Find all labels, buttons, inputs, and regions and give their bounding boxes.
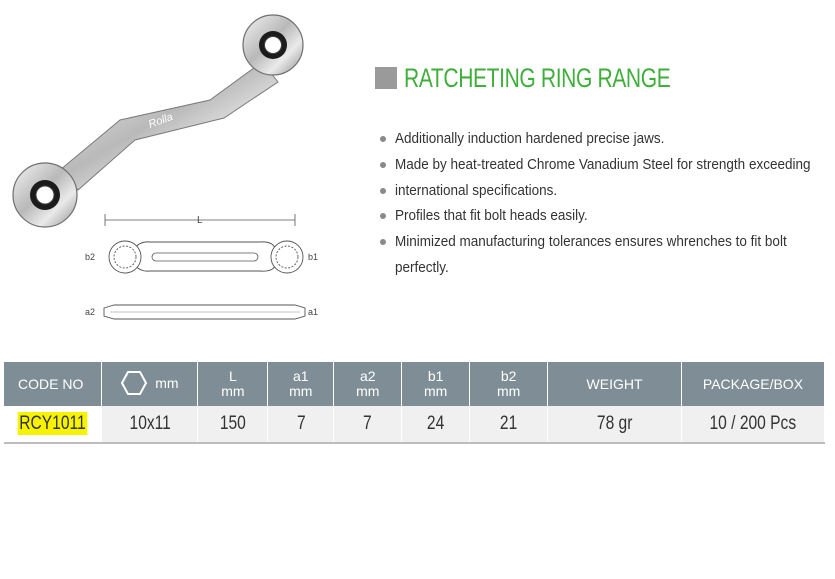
header-a2: a2 mm: [334, 362, 402, 406]
a2-label: a2: [85, 307, 96, 317]
bullet-icon: [380, 136, 386, 142]
header-size: mm: [102, 362, 198, 406]
feature-item: Made by heat-treated Chrome Vanadium Steel for strength exceeding: [380, 152, 835, 178]
hexagon-icon: [121, 370, 147, 396]
cell-a2: 7: [334, 406, 402, 443]
header-weight: WEIGHT: [548, 362, 682, 406]
bullet-icon: [380, 239, 386, 245]
dimension-diagram: [80, 208, 325, 323]
feature-item: Profiles that fit bolt heads easily.: [380, 203, 835, 229]
cell-l: 150: [198, 406, 268, 443]
feature-item: Additionally induction hardened precise jaws.: [380, 126, 835, 152]
length-label: L: [197, 215, 203, 226]
spec-table: [4, 362, 825, 444]
table-row: [4, 406, 825, 443]
header-b2: b2 mm: [470, 362, 548, 406]
a1-label: a1: [308, 307, 319, 317]
header-code: CODE NO: [4, 362, 102, 406]
bullet-icon: [380, 188, 386, 194]
feature-list: [380, 126, 835, 281]
feature-item: international specifications.: [380, 178, 835, 204]
header-a1: a1 mm: [268, 362, 334, 406]
header-b1: b1 mm: [402, 362, 470, 406]
b2-label: b2: [85, 252, 96, 262]
title-marker: [375, 67, 397, 89]
header-package: PACKAGE/BOX: [681, 362, 824, 406]
brand-mark: Rolla: [146, 110, 175, 131]
cell-b1: 24: [402, 406, 470, 443]
bullet-icon: [380, 162, 386, 168]
feature-item: Minimized manufacturing tolerances ensures whrenches to fit bolt perfectly.: [380, 229, 835, 281]
header-l: L mm: [198, 362, 268, 406]
page-title: RATCHETING RING RANGE: [404, 63, 671, 93]
bullet-icon: [380, 213, 386, 219]
cell-a1: 7: [268, 406, 334, 443]
cell-weight: 78 gr: [548, 406, 682, 443]
table-header-row: [4, 362, 825, 406]
b1-label: b1: [308, 252, 319, 262]
cell-package: 10 / 200 Pcs: [681, 406, 824, 443]
cell-size: 10x11: [102, 406, 198, 443]
cell-code: RCY1011: [4, 406, 102, 443]
cell-b2: 21: [470, 406, 548, 443]
